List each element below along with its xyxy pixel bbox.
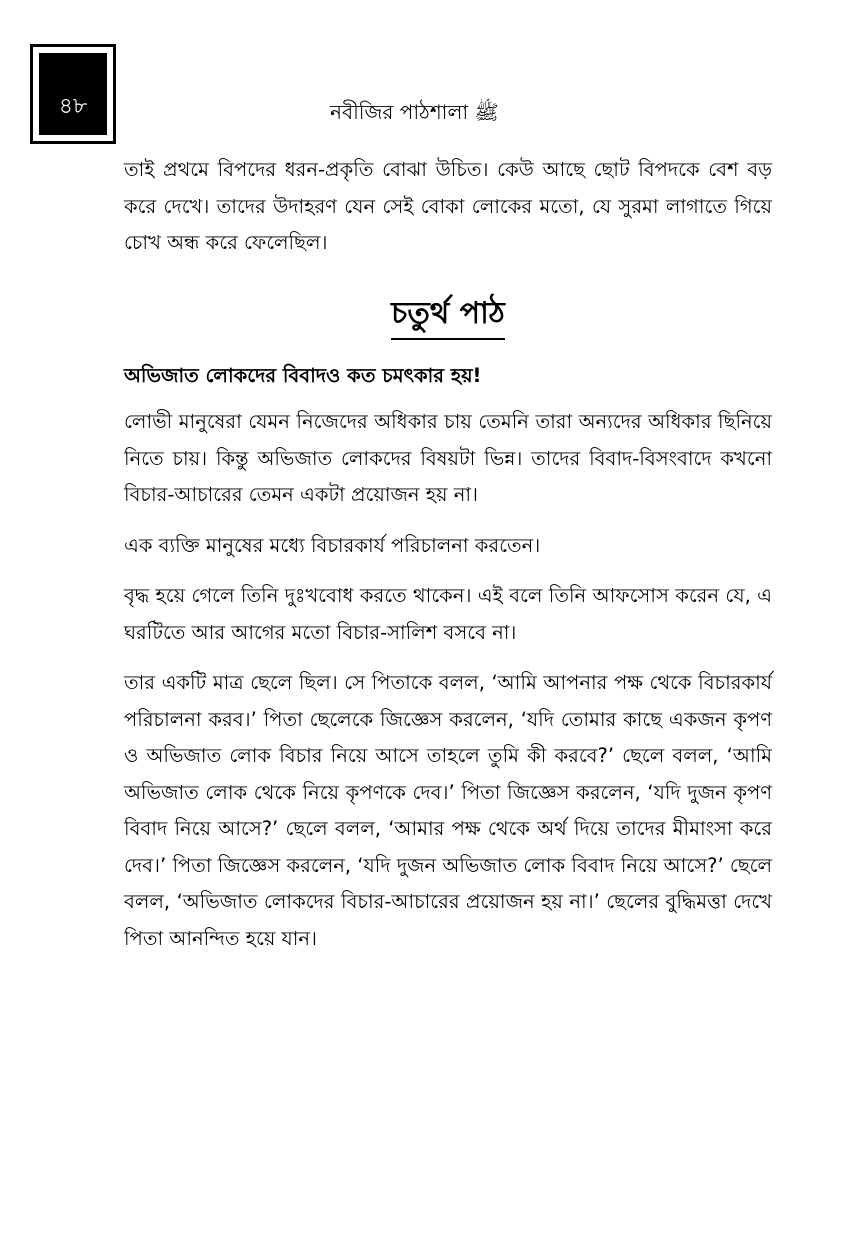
chapter-heading-wrap: [124, 294, 772, 340]
running-header-title: নবীজির পাঠশালা ﷺ: [330, 100, 499, 124]
body-paragraph-2: এক ব্যক্তি মানুষের মধ্যে বিচারকার্য পরিচালনা করতেন।: [124, 533, 541, 557]
page-number: ৪৮: [39, 53, 107, 135]
page-body: [124, 152, 772, 957]
section-title: অভিজাত লোকদের বিবাদও কত চমৎকার হয়!: [124, 363, 482, 387]
page-number-box: [30, 44, 116, 144]
chapter-title: চতুর্থ পাঠ: [391, 294, 505, 340]
body-paragraph-4: তার একটি মাত্র ছেলে ছিল। সে পিতাকে বলল, ‘আমি আপনার পক্ষ থেকে বিচারকার্য পরিচালনা করব।’ পিতা ছেলেকে জিজ্ঞেস করলেন, ‘যদি তোমার কাছে একজন কৃপণ ও অভিজাত লোক বিচার নিয়ে আসে তাহলে তুমি কী করবে?’ ছেলে বলল, ‘আমি অভিজাত লোক থেকে নিয়ে কৃপণকে দেব।’ পিতা জিজ্ঞেস করলেন, ‘যদি দুজন কৃপণ বিবাদ নিয়ে আসে?’ ছেলে বলল, ‘আমার পক্ষ থেকে অর্থ দিয়ে তাদের মীমাংসা করে দেব।’ পিতা জিজ্ঞেস করলেন, ‘যদি দুজন অভিজাত লোক বিবাদ নিয়ে আসে?’ ছেলে বলল, ‘অভিজাত লোকদের বিচার-আচারের প্রয়োজন হয় না।’ ছেলের বুদ্ধিমত্তা দেখে পিতা আনন্দিত হয়ে যান।: [124, 671, 772, 950]
body-paragraph-1: লোভী মানুষেরা যেমন নিজেদের অধিকার চায় তেমনি তারা অন্যদের অধিকার ছিনিয়ে নিতে চায়। কিন্তু অভিজাত লোকদের বিষয়টা ভিন্ন। তাদের বিবাদ-বিসংবাদে কখনো বিচার-আচারের তেমন একটা প্রয়োজন হয় না।: [124, 410, 772, 506]
intro-paragraph: তাই প্রথমে বিপদের ধরন-প্রকৃতি বোঝা উচিত। কেউ আছে ছোট বিপদকে বেশ বড় করে দেখে। তাদের উদাহরণ যেন সেই বোকা লোকের মতো, যে সুরমা লাগাতে গিয়ে চোখ অন্ধ করে ফেলেছিল।: [124, 158, 772, 254]
body-paragraph-3: বৃদ্ধ হয়ে গেলে তিনি দুঃখবোধ করতে থাকেন। এই বলে তিনি আফসোস করেন যে, এ ঘরটিতে আর আগের মতো বিচার-সালিশ বসবে না।: [124, 584, 772, 644]
